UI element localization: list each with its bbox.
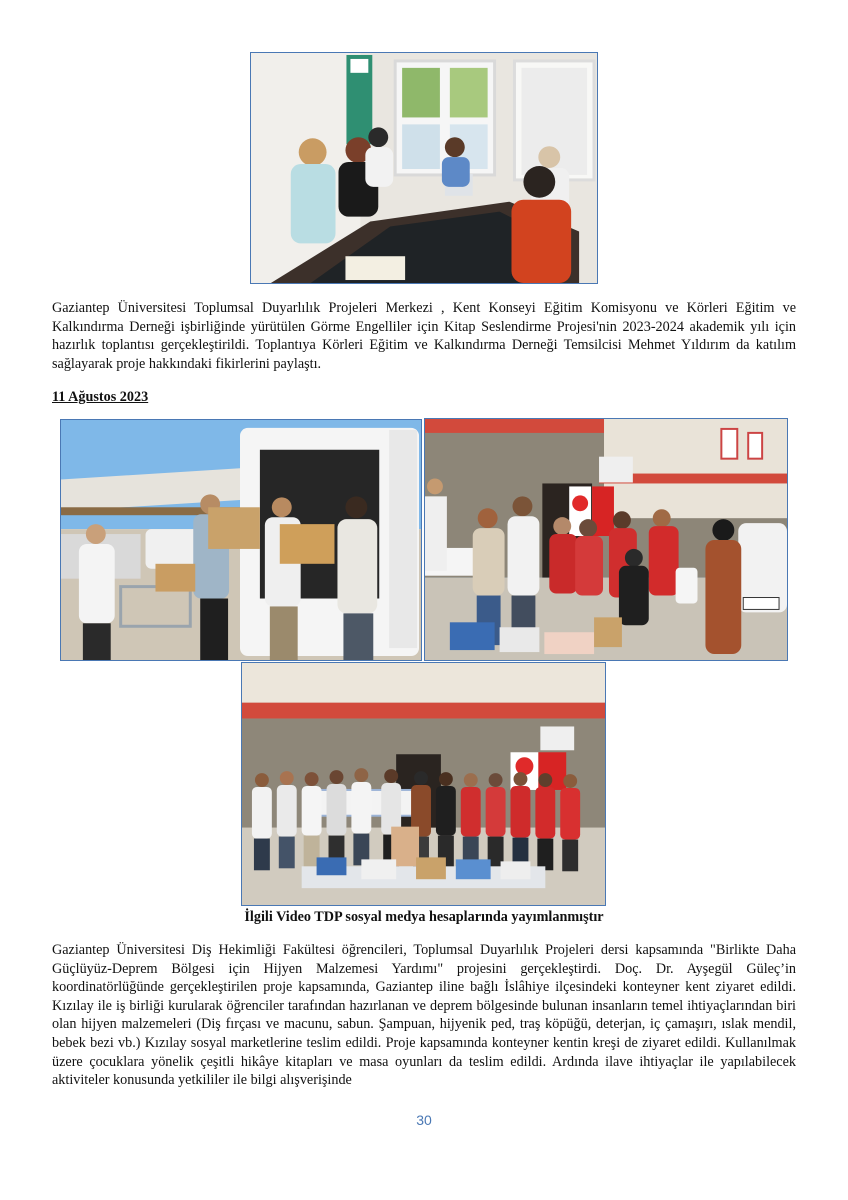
- meeting-photo: [250, 52, 598, 284]
- meeting-paragraph: Gaziantep Üniversitesi Toplumsal Duyarlılık Projeleri Merkezi , Kent Konseyi Eğitim Komisyonu ve Körleri Eğitim ve Kalkındırma Derneği işbirliğinde yürütülen Görme Engelliler için Kitap Seslendirme Projesi'nin 2023-2024 akademik yılı için hazırlık toplantısı gerçekleştirildi. Toplantıya Körleri Eğitim ve Kalkındırma Derneği Temsilcisi Mehmet Yıldırım da katılım sağlayarak proje hakkındaki fikirlerini paylaştı.: [52, 300, 796, 372]
- group-photo: [241, 662, 606, 906]
- page-number: 30: [416, 1112, 432, 1128]
- video-caption: İlgili Video TDP sosyal medya hesaplarında yayımlanmıştır: [244, 909, 604, 925]
- hygiene-project-paragraph: Gaziantep Üniversitesi Diş Hekimliği Fakültesi öğrencileri, Toplumsal Duyarlılık Projeleri dersi kapsamında "Birlikte Daha Güçlüyüz-Deprem Bölgesi için Hijyen Malzemesi Yardımı" projesini gerçekleştirdi. Doç. Dr. Ayşegül Güleç’in koordinatörlüğünde gerçekleştirilen proje kapsamında, Gaziantep iline bağlı İslâhiye ilçesindeki konteyner kent ziyaret edildi. Kızılay ile iş birliği kurularak öğrenciler tarafından hazırlanan ve deprem bölgesinde bulunan insanların temel ihtiyaçlarından biri olan hijyen malzemeleri (Diş fırçası ve macunu, sabun. Şampuan, hijyenik ped, traş köpüğü, deterjan, iç çamaşırı, ıslak mendil, bebek bezi vb.) Kızılay sosyal marketlerine teslim edildi. Proje kapsamında konteyner kentin kreşi de ziyaret edildi. Kullanılmak üzere çocuklara yönelik çeşitli hikâye kitapları ve masa oyunları da teslim edildi. Ardında ilave ihtiyaçlar ile yapılabilecek aktiviteler konusunda yetkililer ile bilgi alışverişinde: [52, 942, 796, 1089]
- date-heading: 11 Ağustos 2023: [52, 389, 149, 405]
- red-crescent-delivery-photo: [424, 418, 788, 661]
- van-unloading-photo: [60, 419, 422, 661]
